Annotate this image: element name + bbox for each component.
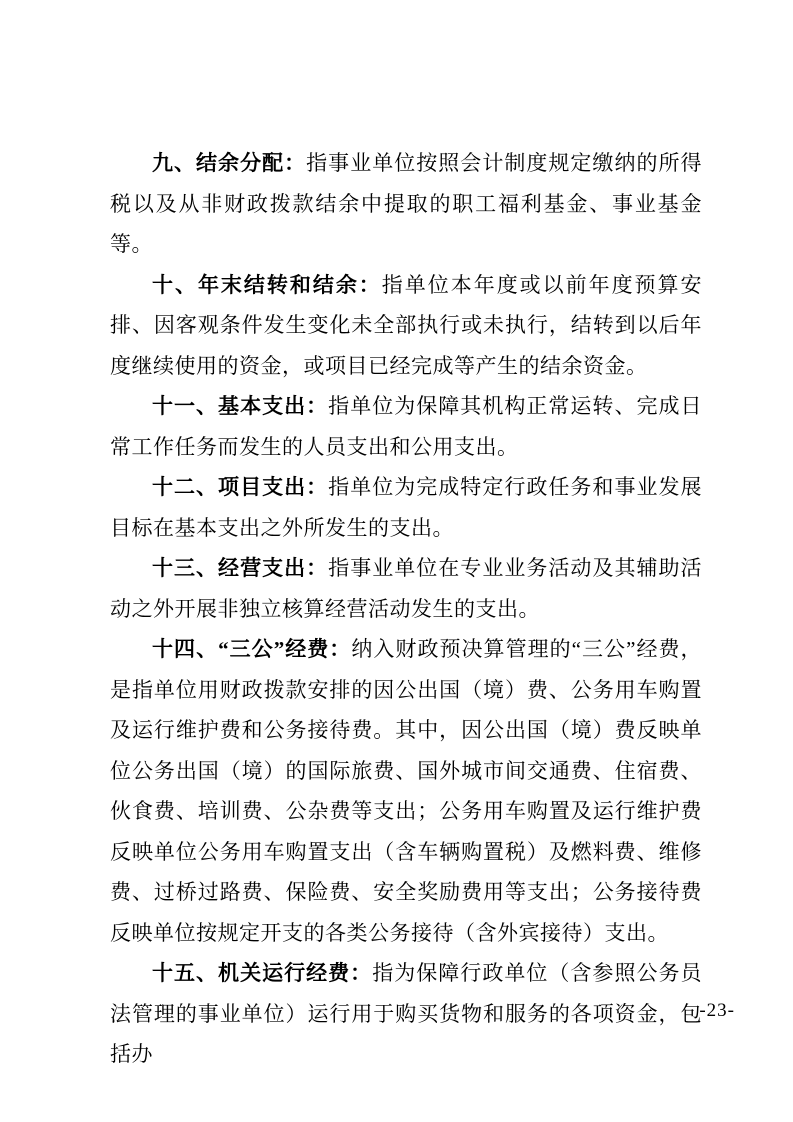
- paragraph: [110, 143, 702, 265]
- paragraph: [110, 386, 702, 467]
- page-number: -23-: [699, 1000, 735, 1021]
- paragraph: [110, 953, 702, 1075]
- term-definition: 指单位为完成特定行政任务和事业发展目标在基本支出之外所发生的支出。: [110, 475, 703, 540]
- paragraph: [110, 629, 702, 953]
- term-label: 十五、机关运行经费：: [152, 961, 373, 985]
- term-label: 十三、经营支出：: [152, 556, 329, 580]
- term-label: 十四、“三公”经费：: [152, 637, 352, 661]
- paragraph: [110, 548, 702, 629]
- term-label: 十一、基本支出：: [152, 394, 329, 418]
- document-body: [110, 143, 702, 1075]
- term-label: 十二、项目支出：: [152, 475, 329, 499]
- paragraph: [110, 265, 702, 387]
- term-label: 九、结余分配：: [152, 151, 307, 175]
- term-definition: 指为保障行政单位（含参照公务员法管理的事业单位）运行用于购买货物和服务的各项资金，包括办: [110, 961, 703, 1066]
- term-definition: 指单位为保障其机构正常运转、完成日常工作任务而发生的人员支出和公用支出。: [110, 394, 703, 459]
- term-definition: 纳入财政预决算管理的“三公”经费，是指单位用财政拨款安排的因公出国（境）费、公务用车购置及运行维护费和公务接待费。其中，因公出国（境）费反映单位公务出国（境）的国际旅费、国外城市间交通费、住宿费、伙食费、培训费、公杂费等支出；公务用车购置及运行维护费反映单位公务用车购置支出（含车辆购置税）及燃料费、维修费、过桥过路费、保险费、安全奖励费用等支出；公务接待费反映单位按规定开支的各类公务接待（含外宾接待）支出。: [110, 637, 703, 945]
- paragraph: [110, 467, 702, 548]
- term-definition: 指事业单位在专业业务活动及其辅助活动之外开展非独立核算经营活动发生的支出。: [110, 556, 703, 621]
- term-definition: 指单位本年度或以前年度预算安排、因客观条件发生变化未全部执行或未执行，结转到以后年度继续使用的资金，或项目已经完成等产生的结余资金。: [110, 272, 703, 378]
- term-label: 十、年末结转和结余：: [152, 272, 382, 297]
- term-definition: 指事业单位按照会计制度规定缴纳的所得税以及从非财政拨款结余中提取的职工福利基金、事业基金等。: [110, 151, 703, 256]
